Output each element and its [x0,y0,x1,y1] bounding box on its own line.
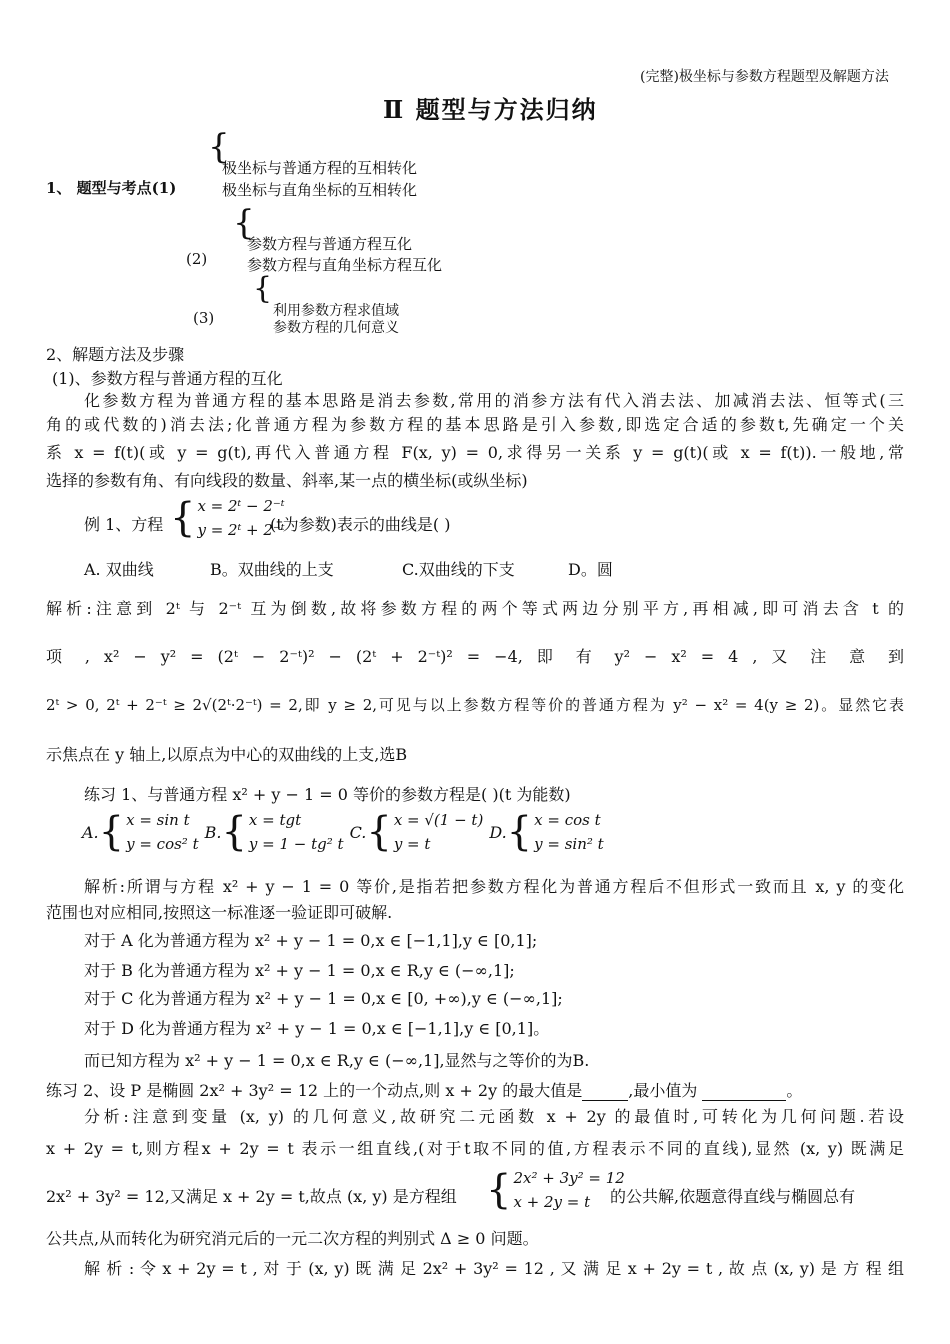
solution-line: 解析:注意到 2ᵗ 与 2⁻ᵗ 互为倒数,故将参数方程的两个等式两边分别平方,再相减,即可消去含 t 的 [46,599,904,618]
s1-item: 参数方程的几何意义 [273,320,399,336]
brace-icon: { [98,809,125,855]
equation: x = tgt [248,811,302,829]
para-line: 化参数方程为普通方程的基本思路是消去参数,常用的消参方法有代入消去法、加减消去法、恒等式(三 [84,391,904,410]
para-line: 选择的参数有角、有向线段的数量、斜率,某一点的横坐标(或纵坐标) [46,471,528,490]
check-line: 对于 D 化为普通方程为 x² + y − 1 = 0,x ∈ [−1,1],y ∈ [0,1]。 [84,1019,550,1038]
example1-suffix: (t为参数)表示的曲线是( ) [270,515,451,534]
s1-item: 极坐标与普通方程的互相转化 [222,159,418,177]
brace-icon: { [233,203,255,243]
practice2-title [46,1078,802,1101]
equation: x = cos t [534,811,601,829]
equation: 2x² + 3y² = 12 [513,1169,625,1187]
check-line: 对于 B 化为普通方程为 x² + y − 1 = 0,x ∈ R,y ∈ (−∞,1]; [84,961,515,980]
option-label: C. [349,822,367,842]
practice2-title-c: 。 [786,1081,803,1100]
s1-item: 参数方程与普通方程互化 [247,235,413,253]
solution-line: 解析:所谓与方程 x² + y − 1 = 0 等价,是指若把参数方程化为普通方程后不但形式一致而且 x, y 的变化 [84,877,904,896]
brace-icon: { [170,495,196,541]
equation: y = 2ᵗ + 2⁻ᵗ [197,521,285,539]
practice1-title: 练习 1、与普通方程 x² + y − 1 = 0 等价的参数方程是( )(t 为能数) [84,785,571,804]
practice2-title-b: ,最小值为 [628,1081,698,1100]
equation: x + 2y = t [513,1193,591,1211]
analysis-line: x + 2y = t,则方程x + 2y = t 表示一组直线,(对于t取不同的值,方程表示不同的直线),显然 (x, y) 既满足 [46,1139,904,1158]
analysis-line4: 公共点,从而转化为研究消元后的一元二次方程的判别式 Δ ≥ 0 问题。 [46,1229,539,1248]
option-a [82,808,199,856]
s1-item: 参数方程与直角坐标方程互化 [247,256,443,274]
analysis-line3-a: 2x² + 3y² = 12,又满足 x + 2y = t,故点 (x, y) 是方程组 [46,1187,457,1206]
example1-system [170,494,285,542]
brace-icon: { [486,1167,512,1213]
analysis-line5: 解 析 : 令 x + 2y = t , 对 于 (x, y) 既 满 足 2x² + 3y² = 12 , 又 满 足 x + 2y = t , 故 点 (x, y) 是 方 程 组 [84,1259,904,1278]
s1-item: 利用参数方程求值域 [273,303,399,319]
equation: x = √(1 − t) [393,811,484,829]
brace-icon: { [506,809,533,855]
solution-line: 示焦点在 y 轴上,以原点为中心的双曲线的上支,选B [46,745,408,764]
option-b: B。双曲线的上支 [210,560,334,579]
option-label: A. [82,822,99,842]
equation: y = t [393,835,431,853]
max-blank [582,1082,628,1101]
option-b [205,808,344,856]
practice2-title-a: 练习 2、设 P 是椭圆 2x² + 3y² = 12 上的一个动点,则 x + 2y 的最大值是 [46,1081,583,1100]
check-line: 对于 A 化为普通方程为 x² + y − 1 = 0,x ∈ [−1,1],y ∈ [0,1]; [84,931,538,950]
option-label: B. [204,822,222,842]
section1-label3: (3) [193,309,215,327]
section1-label2: (2) [186,250,208,268]
practice2-system [486,1166,625,1214]
brace-icon: { [208,127,230,167]
para-line: 角的或代数的)消去法;化普通方程为参数方程的基本思路是引入参数,即选定合适的参数t,先确定一个关 [46,415,904,434]
section1-label: 1、 题型与考点(1) [46,179,177,197]
equation: y = cos² t [126,835,199,853]
equation: x = sin t [126,811,190,829]
solution-line: 2ᵗ > 0, 2ᵗ + 2⁻ᵗ ≥ 2√(2ᵗ·2⁻ᵗ) = 2,即 y ≥ 2,可见与以上参数方程等价的普通方程为 y² − x² = 4(y ≥ 2)。显然它表 [46,696,904,714]
option-d [489,808,603,856]
option-label: D. [489,822,507,842]
conclusion-line: 而已知方程为 x² + y − 1 = 0,x ∈ R,y ∈ (−∞,1],显然与之等价的为B. [84,1051,590,1070]
option-a: A. 双曲线 [84,560,154,579]
s1-item: 极坐标与直角坐标的互相转化 [222,181,418,199]
para-line: 系 x = f(t)(或 y = g(t),再代入普通方程 F(x, y) = 0,求得另一关系 y = g(t)(或 x = f(t)).一般地,常 [46,443,904,462]
brace-icon: { [253,271,273,306]
option-d: D。圆 [568,560,613,579]
analysis-line3-b: 的公共解,依题意得直线与椭圆总有 [610,1187,856,1206]
analysis-line: 分析:注意到变量 (x, y) 的几何意义,故研究二元函数 x + 2y 的最值时,可转化为几何问题.若设 [84,1107,904,1126]
brace-icon: { [221,809,247,855]
equation: y = 1 − tg² t [248,835,344,853]
equation: y = sin² t [534,835,604,853]
option-c: C.双曲线的下支 [402,560,515,579]
brace-icon: { [366,809,392,855]
equation: x = 2ᵗ − 2⁻ᵗ [197,497,285,515]
min-blank [702,1082,786,1101]
page-header: (完整)极坐标与参数方程题型及解题方法 [640,69,889,85]
solution-line: 范围也对应相同,按照这一标准逐一验证即可破解. [46,903,393,922]
check-line: 对于 C 化为普通方程为 x² + y − 1 = 0,x ∈ [0, +∞),y ∈ (−∞,1]; [84,989,563,1008]
page-title: Ⅱ 题型与方法归纳 [383,95,598,124]
example1-prefix: 例 1、方程 [84,515,164,534]
solution-line: 项 , x² − y² = (2ᵗ − 2⁻ᵗ)² − (2ᵗ + 2⁻ᵗ)² = −4, 即 有 y² − x² = 4 , 又 注 意 到 [46,647,904,666]
practice1-options [82,808,610,856]
option-c [350,808,484,856]
section2-sub1: (1)、参数方程与普通方程的互化 [52,369,283,388]
section2-heading: 2、解题方法及步骤 [46,345,185,364]
